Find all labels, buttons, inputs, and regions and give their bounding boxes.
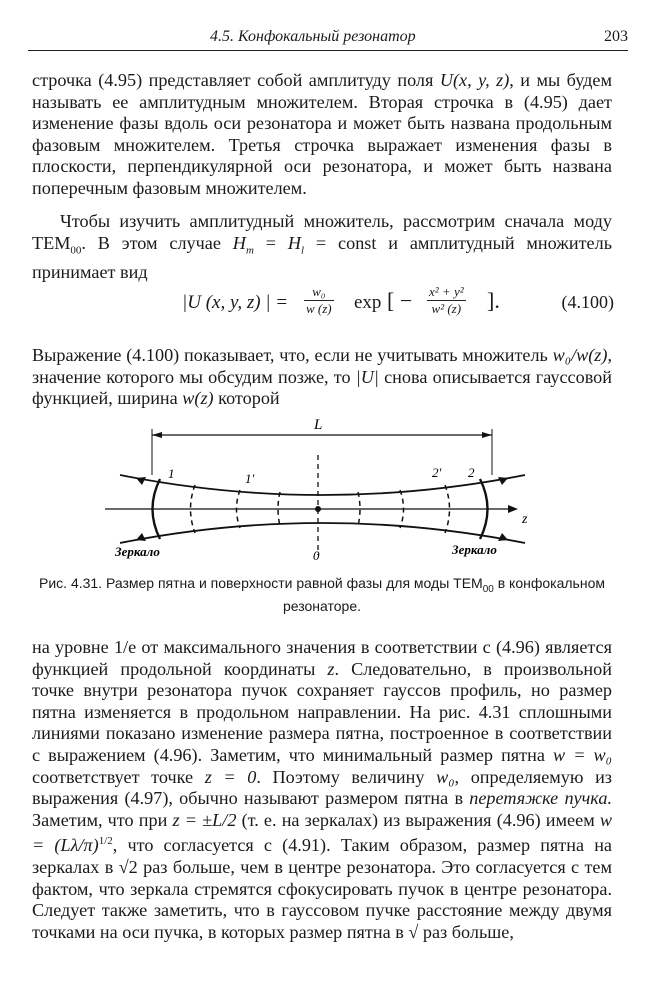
math-sub: m: [245, 244, 254, 257]
length-label: L: [314, 417, 323, 433]
math-exponent: 1/2: [98, 835, 113, 848]
beam-arrow-upper-right: [498, 477, 508, 485]
math-field: U(x, y, z): [439, 70, 510, 90]
text-run: , и мы будем называть ее амплитудным множителем. Вторая строчка в (4.95) дает изменение фазы вдоль оси резонатора и может быть названа продольным фазовым множителем. Третья строчка выражает изменения фазы в плоскости, перпендикулярной оси резонатора, и может быть названа поперечным фазовым множителем.: [32, 70, 613, 198]
beam-envelope-lower: [120, 523, 525, 543]
math-ratio: w₀/w(z): [552, 345, 608, 365]
text-run: раз больше,: [418, 921, 514, 942]
math-wz: w(z): [182, 388, 214, 409]
equation-lhs: |U (x, y, z) | =: [182, 292, 289, 313]
exp-function: exp: [354, 292, 382, 313]
math-w-expr: w = (Lλ/π): [32, 809, 612, 856]
right-mirror-label: Зеркало: [452, 542, 497, 557]
math-w0: w₀: [436, 766, 455, 787]
math-sub: l: [301, 244, 305, 257]
z-axis-arrow: [508, 505, 518, 513]
text-run: (т. е. на зеркалах) из выражения (4.96) имеем: [236, 809, 600, 830]
origin-label: 0: [313, 548, 320, 563]
beam-arrow-upper-left: [136, 477, 146, 485]
surface-label-2prime: 2′: [432, 465, 442, 480]
math-sqrt: √: [408, 921, 419, 942]
fraction-gaussian: [427, 284, 466, 317]
text-run: Заметим, что при: [32, 809, 173, 830]
right-bracket: ].: [487, 288, 500, 313]
caption-text: Рис. 4.31. Размер пятна и поверхности равной фазы для моды TEM: [39, 575, 483, 591]
equation-4-100: [32, 282, 614, 326]
text-run: на уровне 1/e от максимального значения в соответствии с (4.96) является функцией продольной координаты: [32, 637, 612, 679]
term-beam-waist: перетяжке пучка.: [469, 788, 612, 809]
text-run: строчка (4.95) представляет собой амплитуду поля: [32, 70, 440, 90]
text-run: , значение которого мы обсудим позже, то: [32, 345, 612, 387]
caption-text: в конфокальном резонаторе.: [282, 575, 605, 614]
text-run: , что согласуется с (4.91). Таким образом, размер пятна на зеркалах в: [32, 835, 613, 877]
paragraph-tem00-intro: [32, 211, 612, 283]
beam-waist-point: [315, 506, 321, 512]
page-number: 203: [604, 28, 628, 45]
text-run: соответствует точке: [32, 766, 205, 787]
math-z: z: [327, 658, 335, 679]
math-sqrt2: √2: [118, 857, 138, 877]
text-run: снова описывается гауссовой функцией, ширина: [32, 366, 612, 409]
paragraph-spot-size: [32, 637, 612, 943]
left-bracket: [ −: [387, 288, 413, 313]
math-eq: =: [253, 232, 288, 253]
beam-arrow-lower-right: [498, 533, 508, 541]
text-run: Выражение (4.100) показывает, что, если не учитывать множитель: [32, 345, 553, 365]
math-z-eq-0: z = 0: [204, 766, 257, 787]
text-run: = const и амплитудный множитель принимает вид: [32, 232, 612, 282]
caption-subscript: 00: [482, 583, 494, 595]
equation-expression: [182, 282, 522, 326]
surface-label-1prime: 1′: [245, 471, 255, 486]
surface-label-2: 2: [468, 465, 475, 480]
math-w-eq-w0: w = w₀: [553, 744, 612, 765]
left-mirror-label: Зеркало: [115, 544, 160, 559]
page-header: [28, 28, 628, 51]
math-abs-u: |U|: [355, 366, 379, 387]
beam-envelope-upper: [120, 475, 525, 495]
beam-arrow-lower-left: [136, 533, 146, 541]
paragraph-amplitude-factor: [32, 70, 612, 200]
text-run: , определяемую из выражения (4.97), обычно называют размером пятна в: [32, 766, 612, 809]
paragraph-gaussian-width: [32, 345, 612, 410]
text-run: раз больше, чем в центре резонатора. Это согласуется с тем фактом, что зеркала стремятся сфокусировать пучок в центре резонатора. Следует также заметить, что в гауссовом пучке расстояние между двумя точками на оси пучка, в которых размер пятна в: [32, 857, 612, 942]
math-h: H: [287, 232, 301, 253]
running-title: 4.5. Конфокальный резонатор: [210, 28, 416, 45]
surface-label-1: 1: [168, 466, 175, 481]
text-run: Чтобы изучить амплитудный множитель, рассмотрим сначала моду TEM: [32, 211, 612, 253]
dimension-arrow-left: [152, 432, 162, 438]
text-run: которой: [213, 388, 280, 409]
fraction-denominator: w² (z): [431, 301, 462, 316]
fraction-numerator: w₀: [304, 284, 334, 301]
math-h: H: [232, 232, 246, 253]
math-z-pm: z = ±L/2: [172, 809, 237, 830]
text-run: . В этом случае: [81, 232, 233, 253]
fraction-numerator: x² + y²: [429, 284, 464, 299]
figure-4-31-resonator-diagram: [100, 415, 550, 575]
figure-caption: [32, 575, 612, 615]
dimension-arrow-right: [482, 432, 492, 438]
fraction-w0-over-wz: [304, 284, 334, 317]
text-run: . Поэтому величину: [256, 766, 437, 787]
equation-number: (4.100): [561, 292, 614, 312]
text-run: . Следовательно, в произвольной точке внутри резонатора пучок сохраняет гауссов профиль, но размер пятна изменяется в продольном направлении. На рис. 4.31 сплошными линиями показано изменение размера пятна, построенное в соответствии с выражением (4.96). Заметим, что минимальный размер пятна: [32, 658, 612, 765]
mode-subscript: 00: [70, 244, 82, 257]
fraction-denominator: w (z): [306, 301, 332, 316]
z-axis-label: z: [522, 512, 528, 527]
